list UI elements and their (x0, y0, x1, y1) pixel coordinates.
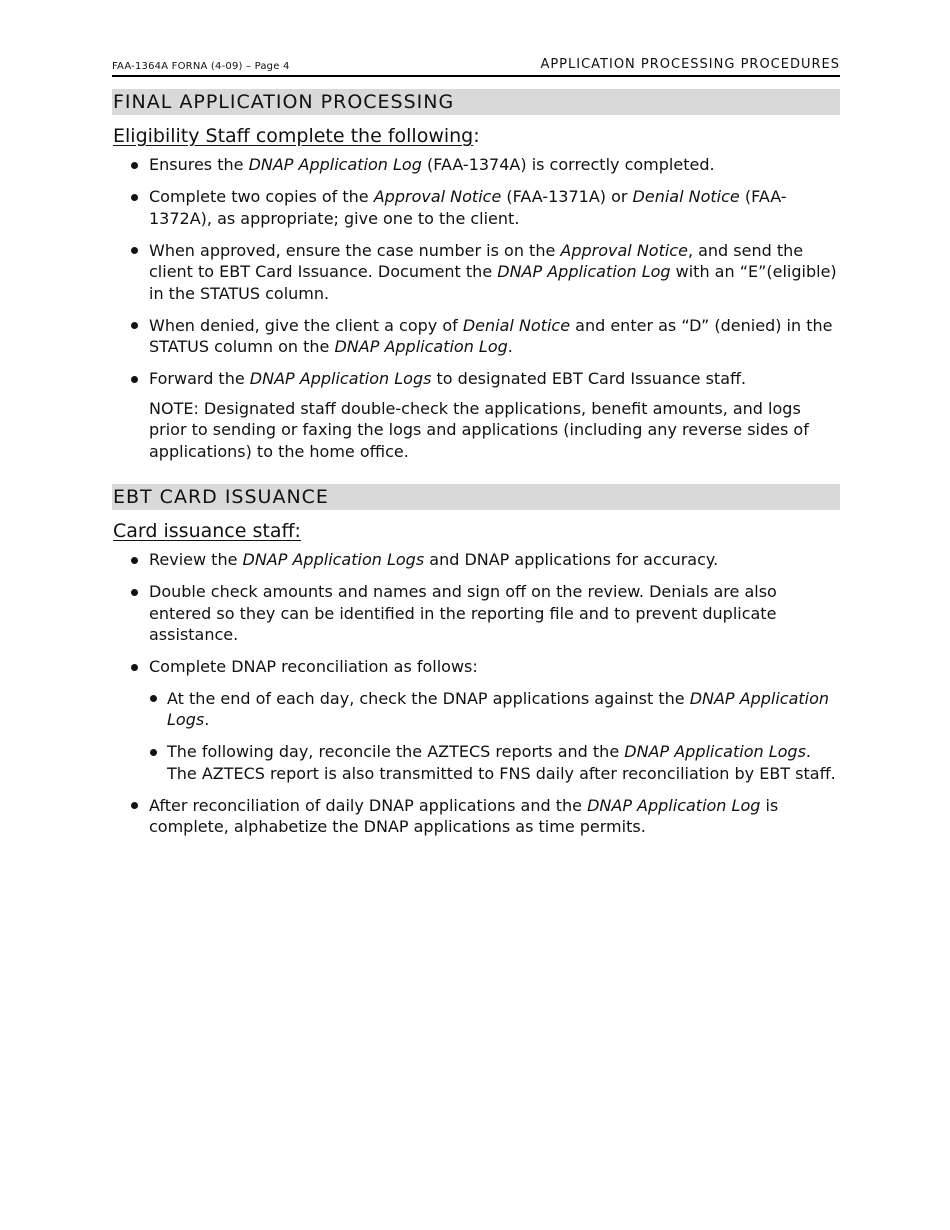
form-reference: Denial Notice (632, 187, 740, 206)
form-reference: DNAP Application Log (497, 262, 671, 281)
text: When approved, ensure the case number is on the (149, 240, 561, 260)
text: and DNAP applications for accuracy. (424, 550, 719, 569)
text: with an “E”(eligible) in the STATUS column. (149, 262, 837, 303)
form-reference: Approval Notice (560, 240, 688, 260)
list-item (112, 368, 840, 390)
form-id: FAA-1364A FORNA (4-09) – Page 4 (112, 61, 290, 72)
text: The following day, reconcile the AZTECS reports and the (167, 742, 625, 761)
text: to designated EBT Card Issuance staff. (431, 369, 747, 388)
eligibility-bullet-list (112, 154, 840, 390)
eligibility-staff-subheading (113, 124, 840, 148)
text: . (204, 710, 210, 729)
reconciliation-sub-list (149, 688, 840, 785)
text: and enter as “D” (denied) in the STATUS column on the (149, 315, 833, 356)
list-item (112, 154, 840, 176)
form-reference: DNAP Application Logs (249, 369, 432, 388)
form-reference: DNAP Application Log (248, 155, 422, 174)
list-item (112, 656, 840, 784)
text: is complete, alphabetize the DNAP applications as time permits. (149, 795, 779, 836)
subheading-colon: : (473, 125, 480, 147)
list-item (112, 240, 840, 305)
card-issuance-subheading: Card issuance staff: (113, 520, 301, 542)
bullet-icon (150, 695, 157, 702)
form-reference: DNAP Application Logs (242, 550, 425, 569)
text: . (507, 337, 513, 356)
text: (FAA-1372A), as appropriate; give one to the client. (149, 187, 787, 228)
text: Review the (149, 550, 243, 569)
text: (FAA-1371A) or (501, 187, 633, 206)
sub-list-item (149, 741, 840, 784)
text: Complete two copies of the (149, 187, 374, 206)
text: Double check amounts and names and sign off on the review. Denials are also entered so they can be identified in the reporting file and to prevent duplicate assistance. (149, 582, 777, 644)
bullet-icon (131, 802, 138, 809)
bullet-icon (131, 589, 138, 596)
list-item (112, 186, 840, 229)
bullet-icon (131, 557, 138, 564)
text: Complete DNAP reconciliation as follows: (149, 657, 478, 676)
text: , and send the client to EBT Card Issuance. Document the (149, 240, 804, 281)
list-item (112, 315, 840, 358)
list-item (112, 795, 840, 838)
text: Forward the (149, 369, 250, 388)
bullet-icon (131, 376, 138, 383)
card-issuance-bullet-list (112, 549, 840, 838)
bullet-icon (150, 749, 157, 756)
section-ebt-card-issuance: EBT CARD ISSUANCE (112, 484, 840, 510)
list-item (112, 581, 840, 646)
subheading-text: Eligibility Staff complete the following (113, 125, 474, 147)
form-reference: DNAP Application Log (587, 795, 761, 815)
page-header (112, 54, 840, 77)
form-reference: DNAP Application Logs (167, 688, 830, 729)
bullet-icon (131, 322, 138, 329)
text: Ensures the (149, 155, 249, 174)
text: (FAA-1374A) is correctly completed. (421, 155, 715, 174)
note-paragraph: NOTE: Designated staff double-check the applications, benefit amounts, and logs prior to sending or faxing the logs and applications (including any reverse sides of applications) to the home office. (149, 398, 809, 461)
header-title: APPLICATION PROCESSING PROCEDURES (540, 57, 840, 72)
sub-list-item (149, 688, 840, 731)
section-final-application-processing: FINAL APPLICATION PROCESSING (112, 89, 840, 115)
text: After reconciliation of daily DNAP applications and the (149, 795, 588, 815)
form-reference: DNAP Application Logs (624, 742, 806, 761)
bullet-icon (131, 194, 138, 201)
text: At the end of each day, check the DNAP applications against the (167, 688, 690, 708)
form-reference: Approval Notice (373, 187, 502, 206)
bullet-icon (131, 247, 138, 254)
text: When denied, give the client a copy of (149, 315, 463, 335)
list-item (112, 549, 840, 571)
bullet-icon (131, 664, 138, 671)
text: . The AZTECS report is also transmitted to FNS daily after reconciliation by EBT staff. (167, 742, 836, 783)
form-reference: Denial Notice (462, 315, 571, 335)
bullet-icon (131, 162, 138, 169)
form-reference: DNAP Application Log (334, 337, 508, 356)
document-page (112, 54, 840, 848)
